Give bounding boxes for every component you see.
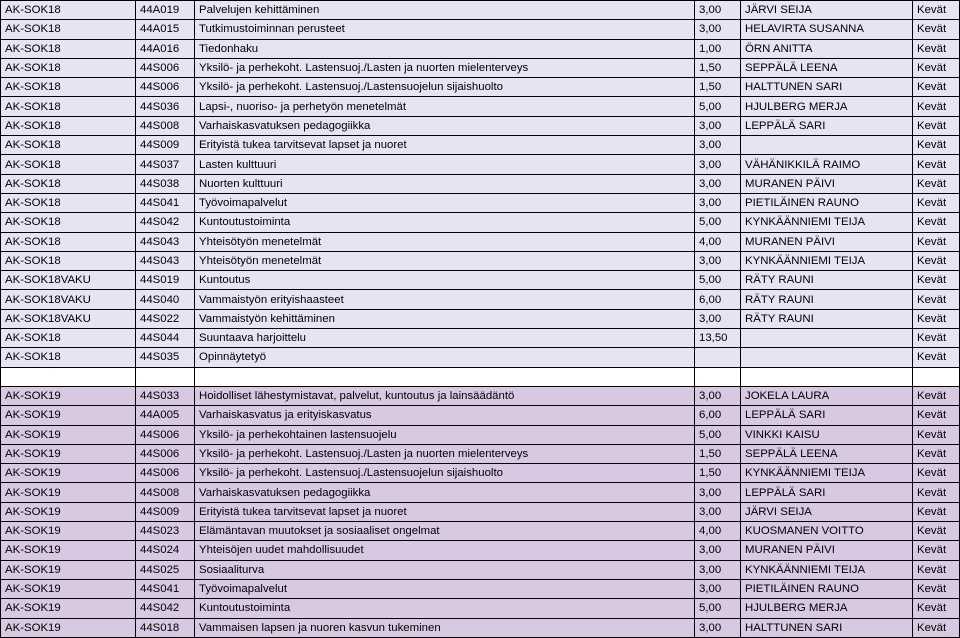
teacher-cell: JOKELA LAURA: [741, 386, 913, 405]
teacher-cell: MURANEN PÄIVI: [741, 174, 913, 193]
term-cell: Kevät: [913, 174, 960, 193]
course-code-cell: 44S043: [136, 232, 195, 251]
course-code-cell: 44S038: [136, 174, 195, 193]
course-name-cell: Suuntaava harjoittelu: [195, 329, 695, 348]
group-cell: AK-SOK19: [1, 444, 136, 463]
course-name-cell: Tutkimustoiminnan perusteet: [195, 20, 695, 39]
group-cell: AK-SOK18: [1, 174, 136, 193]
course-code-cell: 44S040: [136, 290, 195, 309]
credits-cell: 6,00: [695, 406, 741, 425]
course-code-cell: 44S025: [136, 560, 195, 579]
course-code-cell: 44S006: [136, 425, 195, 444]
table-row: [1, 483, 960, 502]
term-cell: Kevät: [913, 193, 960, 212]
table-row: [1, 599, 960, 618]
table-row: [1, 271, 960, 290]
course-name-cell: Erityistä tukea tarvitsevat lapset ja nuoret: [195, 136, 695, 155]
term-cell: Kevät: [913, 599, 960, 618]
group-cell: AK-SOK18VAKU: [1, 309, 136, 328]
group-cell: AK-SOK18: [1, 97, 136, 116]
term-cell: Kevät: [913, 232, 960, 251]
course-code-cell: 44S006: [136, 78, 195, 97]
term-cell: Kevät: [913, 136, 960, 155]
table-row: [1, 58, 960, 77]
course-code-cell: 44S042: [136, 213, 195, 232]
teacher-cell: LEPPÄLÄ SARI: [741, 483, 913, 502]
group-cell: AK-SOK19: [1, 406, 136, 425]
course-code-cell: 44A005: [136, 406, 195, 425]
credits-cell: 1,50: [695, 464, 741, 483]
teacher-cell: JÄRVI SEIJA: [741, 502, 913, 521]
group-cell: AK-SOK18: [1, 329, 136, 348]
course-name-cell: Lapsi-, nuoriso- ja perhetyön menetelmät: [195, 97, 695, 116]
separator-row: [1, 367, 960, 386]
credits-cell: 3,00: [695, 20, 741, 39]
teacher-cell: LEPPÄLÄ SARI: [741, 116, 913, 135]
credits-cell: 1,50: [695, 58, 741, 77]
term-cell: Kevät: [913, 560, 960, 579]
table-row: [1, 541, 960, 560]
term-cell: Kevät: [913, 579, 960, 598]
course-code-cell: 44S018: [136, 618, 195, 637]
course-name-cell: Hoidolliset lähestymistavat, palvelut, kuntoutus ja lainsäädäntö: [195, 386, 695, 405]
group-cell: AK-SOK18: [1, 78, 136, 97]
credits-cell: 3,00: [695, 386, 741, 405]
course-code-cell: 44A016: [136, 39, 195, 58]
table-row: [1, 174, 960, 193]
table-row: [1, 155, 960, 174]
course-name-cell: Kuntoutustoiminta: [195, 213, 695, 232]
teacher-cell: [741, 348, 913, 367]
course-name-cell: Yksilö- ja perhekoht. Lastensuoj./Lastensuojelun sijaishuolto: [195, 464, 695, 483]
course-code-cell: 44A015: [136, 20, 195, 39]
teacher-cell: SEPPÄLÄ LEENA: [741, 444, 913, 463]
credits-cell: 1,50: [695, 78, 741, 97]
group-cell: AK-SOK18: [1, 39, 136, 58]
group-cell: AK-SOK18: [1, 251, 136, 270]
course-name-cell: Yksilö- ja perhekoht. Lastensuoj./Lasten ja nuorten mielenterveys: [195, 58, 695, 77]
group-cell: AK-SOK18: [1, 155, 136, 174]
course-name-cell: Vammaistyön erityishaasteet: [195, 290, 695, 309]
course-name-cell: Kuntoutustoiminta: [195, 599, 695, 618]
term-cell: Kevät: [913, 329, 960, 348]
table-row: [1, 193, 960, 212]
teacher-cell: KUOSMANEN VOITTO: [741, 522, 913, 541]
course-code-cell: 44S044: [136, 329, 195, 348]
teacher-cell: HELAVIRTA SUSANNA: [741, 20, 913, 39]
table-row: [1, 579, 960, 598]
group-cell: AK-SOK19: [1, 579, 136, 598]
credits-cell: 5,00: [695, 271, 741, 290]
group-cell: AK-SOK18: [1, 232, 136, 251]
teacher-cell: VÄHÄNIKKILÄ RAIMO: [741, 155, 913, 174]
table-row: [1, 20, 960, 39]
credits-cell: 4,00: [695, 232, 741, 251]
course-name-cell: Erityistä tukea tarvitsevat lapset ja nuoret: [195, 502, 695, 521]
table-row: [1, 444, 960, 463]
course-name-cell: Varhaiskasvatuksen pedagogiikka: [195, 483, 695, 502]
term-cell: Kevät: [913, 78, 960, 97]
course-name-cell: Kuntoutus: [195, 271, 695, 290]
course-code-cell: 44S043: [136, 251, 195, 270]
course-name-cell: Yksilö- ja perhekohtainen lastensuojelu: [195, 425, 695, 444]
table-row: [1, 78, 960, 97]
course-code-cell: 44S019: [136, 271, 195, 290]
table-row: [1, 464, 960, 483]
table-row: [1, 522, 960, 541]
course-name-cell: Yhteisöjen uudet mahdollisuudet: [195, 541, 695, 560]
teacher-cell: JÄRVI SEIJA: [741, 1, 913, 20]
course-code-cell: 44S006: [136, 444, 195, 463]
group-cell: AK-SOK19: [1, 386, 136, 405]
term-cell: Kevät: [913, 386, 960, 405]
group-cell: AK-SOK18: [1, 136, 136, 155]
course-code-cell: 44S036: [136, 97, 195, 116]
group-cell: AK-SOK19: [1, 599, 136, 618]
term-cell: Kevät: [913, 618, 960, 637]
credits-cell: 5,00: [695, 425, 741, 444]
term-cell: Kevät: [913, 541, 960, 560]
table-row: [1, 329, 960, 348]
credits-cell: 3,00: [695, 116, 741, 135]
teacher-cell: RÄTY RAUNI: [741, 271, 913, 290]
term-cell: Kevät: [913, 464, 960, 483]
credits-cell: 3,00: [695, 174, 741, 193]
term-cell: Kevät: [913, 155, 960, 174]
teacher-cell: HALTTUNEN SARI: [741, 78, 913, 97]
term-cell: Kevät: [913, 406, 960, 425]
course-code-cell: 44S041: [136, 193, 195, 212]
group-cell: AK-SOK19: [1, 522, 136, 541]
table-row: [1, 97, 960, 116]
teacher-cell: RÄTY RAUNI: [741, 290, 913, 309]
course-name-cell: Työvoimapalvelut: [195, 579, 695, 598]
teacher-cell: KYNKÄÄNNIEMI TEIJA: [741, 560, 913, 579]
group-cell: AK-SOK18: [1, 116, 136, 135]
course-code-cell: 44S035: [136, 348, 195, 367]
group-cell: AK-SOK18: [1, 213, 136, 232]
table-row: [1, 618, 960, 637]
credits-cell: [695, 367, 741, 386]
term-cell: Kevät: [913, 425, 960, 444]
credits-cell: 4,00: [695, 522, 741, 541]
teacher-cell: PIETILÄINEN RAUNO: [741, 193, 913, 212]
credits-cell: 3,00: [695, 136, 741, 155]
group-cell: AK-SOK18: [1, 58, 136, 77]
course-name-cell: Sosiaaliturva: [195, 560, 695, 579]
course-code-cell: 44S006: [136, 464, 195, 483]
group-cell: AK-SOK19: [1, 502, 136, 521]
group-cell: [1, 367, 136, 386]
table-row: [1, 232, 960, 251]
term-cell: Kevät: [913, 58, 960, 77]
course-name-cell: Elämäntavan muutokset ja sosiaaliset ongelmat: [195, 522, 695, 541]
term-cell: Kevät: [913, 1, 960, 20]
term-cell: Kevät: [913, 39, 960, 58]
table-row: [1, 348, 960, 367]
course-code-cell: 44S024: [136, 541, 195, 560]
credits-cell: 3,00: [695, 560, 741, 579]
table-row: [1, 136, 960, 155]
term-cell: Kevät: [913, 444, 960, 463]
credits-cell: 3,00: [695, 502, 741, 521]
teacher-cell: PIETILÄINEN RAUNO: [741, 579, 913, 598]
table-row: [1, 213, 960, 232]
course-name-cell: Palvelujen kehittäminen: [195, 1, 695, 20]
teacher-cell: HALTTUNEN SARI: [741, 618, 913, 637]
table-row: [1, 116, 960, 135]
term-cell: Kevät: [913, 522, 960, 541]
term-cell: Kevät: [913, 97, 960, 116]
course-name-cell: Yksilö- ja perhekoht. Lastensuoj./Lastensuojelun sijaishuolto: [195, 78, 695, 97]
table-row: [1, 1, 960, 20]
table-row: [1, 560, 960, 579]
course-name-cell: Yhteisötyön menetelmät: [195, 251, 695, 270]
term-cell: Kevät: [913, 483, 960, 502]
group-cell: AK-SOK19: [1, 618, 136, 637]
credits-cell: 3,00: [695, 251, 741, 270]
group-cell: AK-SOK18: [1, 1, 136, 20]
teacher-cell: SEPPÄLÄ LEENA: [741, 58, 913, 77]
group-cell: AK-SOK19: [1, 425, 136, 444]
table-row: [1, 309, 960, 328]
course-code-cell: 44S023: [136, 522, 195, 541]
course-name-cell: Vammaistyön kehittäminen: [195, 309, 695, 328]
term-cell: Kevät: [913, 348, 960, 367]
credits-cell: 3,00: [695, 1, 741, 20]
course-code-cell: 44S041: [136, 579, 195, 598]
teacher-cell: KYNKÄÄNNIEMI TEIJA: [741, 213, 913, 232]
credits-cell: 3,00: [695, 483, 741, 502]
table-row: [1, 251, 960, 270]
term-cell: [913, 367, 960, 386]
course-code-cell: [136, 367, 195, 386]
term-cell: Kevät: [913, 213, 960, 232]
term-cell: Kevät: [913, 251, 960, 270]
course-rows: [1, 1, 960, 638]
course-name-cell: Nuorten kulttuuri: [195, 174, 695, 193]
table-row: [1, 502, 960, 521]
course-code-cell: 44S033: [136, 386, 195, 405]
credits-cell: 5,00: [695, 97, 741, 116]
course-name-cell: Varhaiskasvatuksen pedagogiikka: [195, 116, 695, 135]
group-cell: AK-SOK19: [1, 560, 136, 579]
table-row: [1, 290, 960, 309]
term-cell: Kevät: [913, 309, 960, 328]
course-code-cell: 44S008: [136, 483, 195, 502]
credits-cell: 3,00: [695, 155, 741, 174]
credits-cell: 3,00: [695, 309, 741, 328]
course-code-cell: 44S009: [136, 136, 195, 155]
credits-cell: 6,00: [695, 290, 741, 309]
group-cell: AK-SOK19: [1, 541, 136, 560]
teacher-cell: KYNKÄÄNNIEMI TEIJA: [741, 464, 913, 483]
course-code-cell: 44S022: [136, 309, 195, 328]
teacher-cell: KYNKÄÄNNIEMI TEIJA: [741, 251, 913, 270]
course-name-cell: Lasten kulttuuri: [195, 155, 695, 174]
term-cell: Kevät: [913, 116, 960, 135]
table-row: [1, 425, 960, 444]
table-row: [1, 406, 960, 425]
teacher-cell: HJULBERG MERJA: [741, 599, 913, 618]
course-name-cell: Varhaiskasvatus ja erityiskasvatus: [195, 406, 695, 425]
course-name-cell: Tiedonhaku: [195, 39, 695, 58]
teacher-cell: LEPPÄLÄ SARI: [741, 406, 913, 425]
teacher-cell: ÖRN ANITTA: [741, 39, 913, 58]
teacher-cell: RÄTY RAUNI: [741, 309, 913, 328]
credits-cell: 5,00: [695, 213, 741, 232]
credits-cell: 13,50: [695, 329, 741, 348]
group-cell: AK-SOK19: [1, 483, 136, 502]
credits-cell: 1,50: [695, 444, 741, 463]
term-cell: Kevät: [913, 271, 960, 290]
course-code-cell: 44A019: [136, 1, 195, 20]
course-name-cell: Työvoimapalvelut: [195, 193, 695, 212]
course-name-cell: Yhteisötyön menetelmät: [195, 232, 695, 251]
course-name-cell: Yksilö- ja perhekoht. Lastensuoj./Lasten ja nuorten mielenterveys: [195, 444, 695, 463]
table-row: [1, 386, 960, 405]
course-name-cell: Vammaisen lapsen ja nuoren kasvun tukeminen: [195, 618, 695, 637]
table-row: [1, 39, 960, 58]
teacher-cell: MURANEN PÄIVI: [741, 541, 913, 560]
credits-cell: 3,00: [695, 618, 741, 637]
credits-cell: 3,00: [695, 541, 741, 560]
teacher-cell: [741, 329, 913, 348]
group-cell: AK-SOK18VAKU: [1, 290, 136, 309]
credits-cell: 1,00: [695, 39, 741, 58]
term-cell: Kevät: [913, 20, 960, 39]
credits-cell: 3,00: [695, 193, 741, 212]
course-code-cell: 44S006: [136, 58, 195, 77]
course-code-cell: 44S009: [136, 502, 195, 521]
course-code-cell: 44S037: [136, 155, 195, 174]
teacher-cell: [741, 136, 913, 155]
teacher-cell: MURANEN PÄIVI: [741, 232, 913, 251]
course-name-cell: Opinnäytetyö: [195, 348, 695, 367]
teacher-cell: VINKKI KAISU: [741, 425, 913, 444]
term-cell: Kevät: [913, 290, 960, 309]
credits-cell: 3,00: [695, 579, 741, 598]
teacher-cell: [741, 367, 913, 386]
group-cell: AK-SOK18: [1, 348, 136, 367]
credits-cell: 5,00: [695, 599, 741, 618]
teacher-cell: HJULBERG MERJA: [741, 97, 913, 116]
course-name-cell: [195, 367, 695, 386]
term-cell: Kevät: [913, 502, 960, 521]
group-cell: AK-SOK18VAKU: [1, 271, 136, 290]
course-code-cell: 44S008: [136, 116, 195, 135]
group-cell: AK-SOK18: [1, 20, 136, 39]
group-cell: AK-SOK18: [1, 193, 136, 212]
group-cell: AK-SOK19: [1, 464, 136, 483]
credits-cell: [695, 348, 741, 367]
course-code-cell: 44S042: [136, 599, 195, 618]
